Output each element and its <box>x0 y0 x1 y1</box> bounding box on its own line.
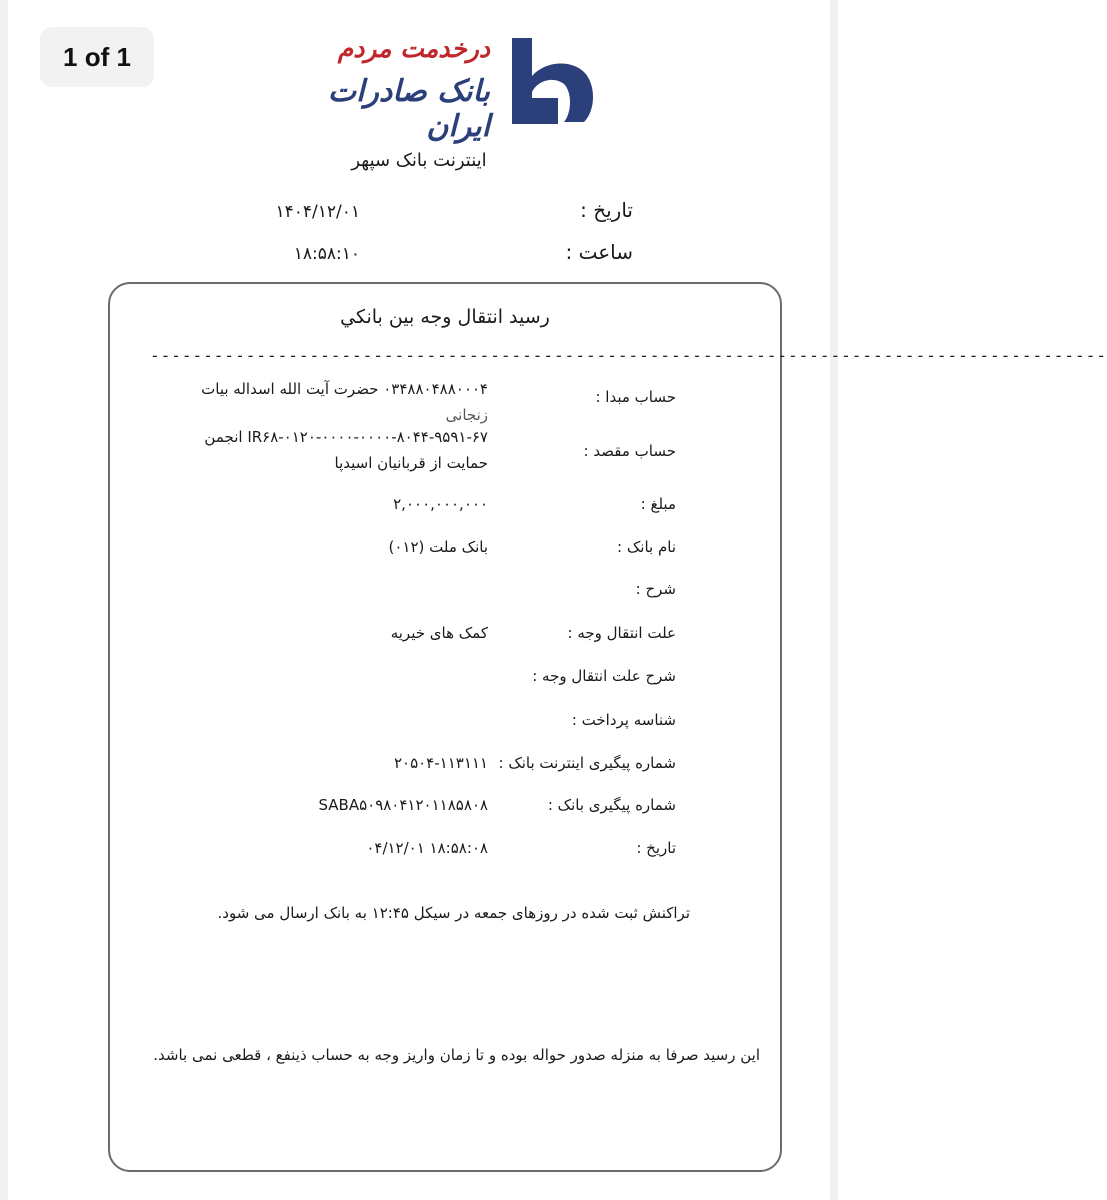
field-label-amount: مبلغ : <box>640 495 676 513</box>
field-label-description: شرح : <box>635 580 676 598</box>
field-label-datetime: تاریخ : <box>636 839 676 857</box>
time-label: ساعت : <box>565 240 633 264</box>
separator-line: ------------------------------------------------------------------------------------------ <box>150 346 1107 365</box>
field-value-source-account: ۰۳۴۸۸۰۴۸۸۰۰۰۴ حضرت آیت الله اسداله بیات زنجانی <box>158 376 488 414</box>
receipt-card <box>108 282 1107 1172</box>
weekend-notice: تراکنش ثبت شده در روزهای جمعه در سیکل ۱۲:۴۵ به بانک ارسال می شود. <box>217 904 690 922</box>
field-label-reason-description: شرح علت انتقال وجه : <box>532 667 676 685</box>
bank-slogan: درخدمت مردم <box>337 34 490 63</box>
date-label: تاریخ : <box>580 198 633 222</box>
field-value-bank-tracking: SABA۵۰۹۸۰۴۱۲۰۱۱۸۵۸۰۸ <box>318 796 488 814</box>
date-value: ۱۴۰۴/۱۲/۰۱ <box>275 202 360 222</box>
field-value-internet-bank-tracking: ۲۰۵۰۴-۱۱۳۱۱۱ <box>393 754 488 772</box>
bank-emblem-icon <box>506 34 602 128</box>
field-value-datetime: ۰۴/۱۲/۰۱ ۱۸:۵۸:۰۸ <box>366 839 488 857</box>
field-label-source-account: حساب مبدا : <box>595 388 676 406</box>
disclaimer-notice: این رسید صرفا به منزله صدور حواله بوده و تا زمان واریز وجه به حساب ذینفع ، قطعی نمی باشد. <box>153 1046 760 1064</box>
field-value-bank-name: بانک ملت (۰۱۲) <box>388 538 488 556</box>
bank-logo <box>268 34 608 144</box>
field-label-transfer-reason: علت انتقال وجه : <box>567 624 676 642</box>
field-label-bank-tracking: شماره پیگیری بانک : <box>547 796 676 814</box>
time-value: ۱۸:۵۸:۱۰ <box>293 244 360 264</box>
field-label-payment-id: شناسه پرداخت : <box>571 711 676 729</box>
field-label-bank-name: نام بانک : <box>617 538 676 556</box>
bank-name: بانک صادرات ایران <box>327 74 490 144</box>
page-indicator: 1 of 1 <box>40 27 154 87</box>
field-value-destination-account: IR۶۸-۰۱۲۰-۰۰۰۰-۰۰۰۰-۸۰۴۴-۹۵۹۱-۶۷ انجمن حمایت از قربانیان اسیدپا <box>204 428 488 472</box>
field-value-amount: ۲,۰۰۰,۰۰۰,۰۰۰ <box>393 495 488 513</box>
field-label-destination-account: حساب مقصد : <box>583 442 676 460</box>
field-label-internet-bank-tracking: شماره پیگیری اینترنت بانک : <box>498 754 676 772</box>
field-value-transfer-reason: کمک های خیریه <box>390 624 488 642</box>
receipt-title: رسيد انتقال وجه بين بانکي <box>340 306 550 328</box>
source-account-clipped-line: زنجانی <box>445 406 488 424</box>
service-name: اینترنت بانک سپهر <box>351 150 487 171</box>
